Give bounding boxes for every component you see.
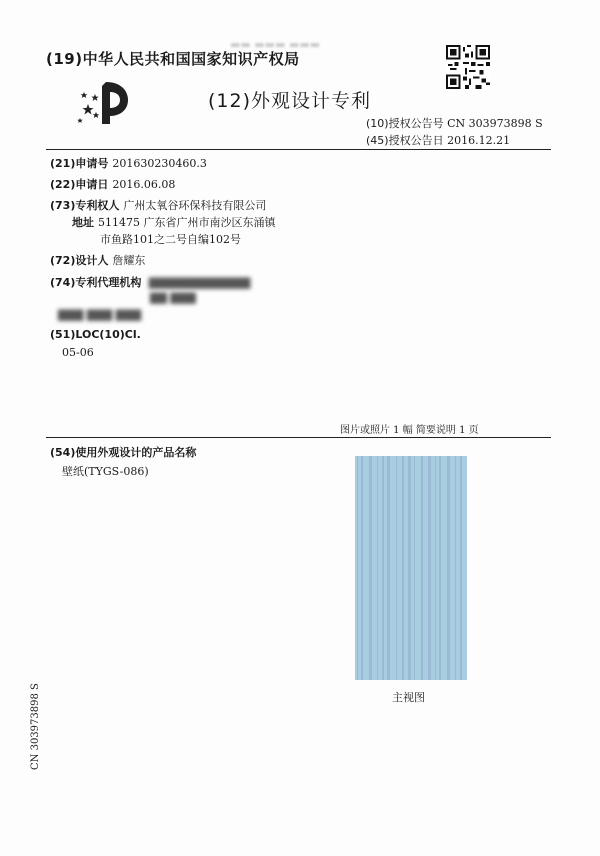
patentee: [50, 197, 266, 213]
wallpaper-stripe-pattern: [355, 456, 467, 680]
loc-label: (51)LOC(10)Cl.: [50, 328, 141, 341]
patentee-value: 广州太氧谷环保科技有限公司: [123, 199, 267, 212]
designer: [50, 252, 145, 268]
image-count-summary: 图片或照片 1 幅 简要说明 1 页: [340, 425, 479, 436]
wallpaper-stripe: [428, 456, 431, 680]
publication-number-value: CN 303973898 S: [447, 117, 543, 130]
designer-value: 詹耀东: [112, 254, 146, 267]
product-name-label: (54)使用外观设计的产品名称: [50, 446, 197, 459]
wallpaper-stripe: [435, 456, 436, 680]
loc-class-value: 05-06: [62, 346, 94, 359]
wallpaper-stripe: [387, 456, 390, 680]
agency-line2-redacted: ▇▇ ▇▇▇: [150, 291, 196, 304]
wallpaper-stripe: [396, 456, 397, 680]
designer-label: (72)设计人: [50, 254, 109, 267]
qr-code-icon: [446, 45, 490, 89]
wallpaper-stripe: [447, 456, 450, 680]
address-continuation: [100, 231, 241, 247]
agency-label: (74)专利代理机构: [50, 276, 142, 289]
application-number-label: (21)申请号: [50, 157, 109, 170]
wallpaper-stripe: [421, 456, 423, 680]
document-type-title: (12)外观设计专利: [208, 90, 372, 112]
wallpaper-stripe: [455, 456, 456, 680]
publication-number: [366, 115, 543, 131]
product-name: 壁纸(TYGS-086): [62, 465, 149, 478]
loc-classification: [50, 328, 141, 341]
wallpaper-stripe: [460, 456, 462, 680]
address: [72, 214, 276, 230]
wallpaper-stripe: [357, 456, 358, 680]
publication-date-label: (45)授权公告日: [366, 134, 444, 147]
publication-number-label: (10)授权公告号: [366, 117, 444, 130]
patentee-label: (73)专利权人: [50, 199, 120, 212]
wallpaper-design-figure: [355, 456, 467, 680]
agency: [50, 274, 250, 290]
wallpaper-stripe: [369, 456, 372, 680]
publication-date: [366, 132, 510, 148]
wallpaper-stripe: [402, 456, 404, 680]
summary-divider: [46, 437, 551, 438]
agent-redacted: ▇▇▇ ▇▇▇ ▇▇▇: [58, 308, 142, 321]
application-date-label: (22)申请日: [50, 178, 109, 191]
address-line2: 市鱼路101之二号自编102号: [100, 233, 241, 246]
header-divider: [46, 149, 551, 150]
faint-bleedthrough: ▬▬ ▬▬▬ ▬▬▬: [230, 38, 321, 51]
wallpaper-stripe: [439, 456, 441, 680]
wallpaper-stripe: [414, 456, 415, 680]
address-label: 地址: [72, 216, 94, 229]
application-date-value: 2016.06.08: [112, 178, 176, 191]
cnipa-logo-icon: [76, 78, 134, 128]
wallpaper-stripe: [408, 456, 411, 680]
wallpaper-stripe: [361, 456, 363, 680]
wallpaper-stripe: [382, 456, 384, 680]
figure-caption: 主视图: [392, 691, 425, 704]
application-date: [50, 176, 175, 192]
wallpaper-stripe: [377, 456, 378, 680]
publication-date-value: 2016.12.21: [447, 134, 511, 147]
office-title: (19)中华人民共和国国家知识产权局: [46, 50, 300, 68]
side-publication-code: CN 303973898 S: [30, 683, 41, 770]
agency-name-redacted: ▇▇▇▇▇▇▇▇▇▇▇▇: [148, 276, 251, 289]
application-number: [50, 155, 207, 171]
address-line1: 511475 广东省广州市南沙区东涌镇: [98, 216, 276, 229]
application-number-value: 201630230460.3: [112, 157, 207, 170]
